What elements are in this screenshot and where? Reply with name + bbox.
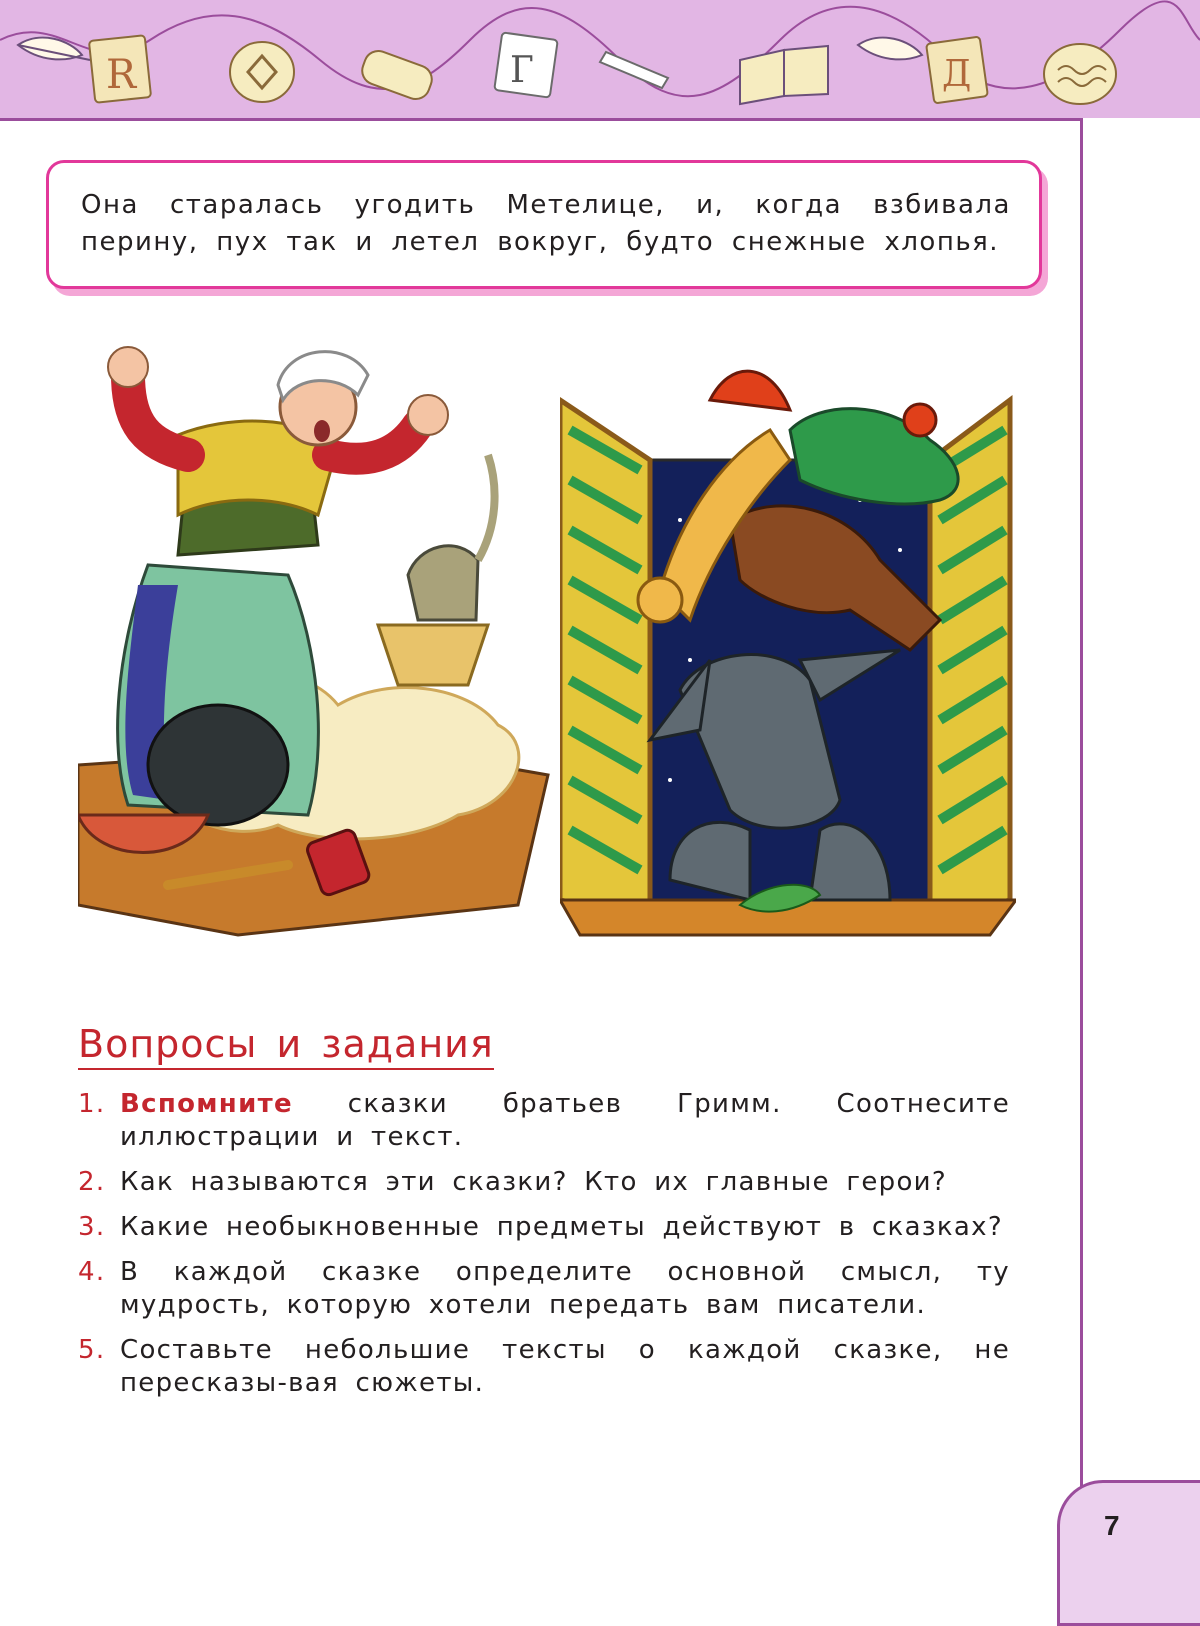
rhombus-card-icon (230, 42, 294, 102)
task-text: В каждой сказке определите основной смысл, ту мудрость, которую хотели передать вам писатели. (120, 1257, 1010, 1320)
open-book-icon (740, 46, 828, 104)
task-number: 2. (78, 1167, 106, 1197)
task-text: Как называются эти сказки? Кто их главные герои? (120, 1167, 947, 1197)
scroll-icon (358, 47, 435, 103)
header-band (0, 0, 1200, 121)
letter-g-card-icon (494, 32, 558, 97)
task-text: Какие необыкновенные предметы действуют в сказках? (120, 1212, 1003, 1242)
right-margin (1083, 118, 1200, 1604)
section-title: Вопросы и задания (78, 1022, 494, 1070)
letter-r-card-icon (89, 35, 151, 103)
letter-d-card-icon (926, 37, 988, 104)
task-number: 1. (78, 1089, 106, 1119)
page-number: 7 (1104, 1510, 1120, 1541)
task-number: 5. (78, 1335, 106, 1365)
task-number: 4. (78, 1257, 106, 1287)
svg-text:R: R (106, 52, 137, 98)
pencil-icon (600, 52, 668, 88)
quote-text: Она старалась угодить Метелице, и, когда взбивала перину, пух так и летел вокруг, будто снежные хлопья. (81, 190, 1011, 257)
task-text: Составьте небольшие тексты о каждой сказке, не пересказы-вая сюжеты. (120, 1335, 1010, 1398)
task-item-4 (78, 1256, 1010, 1322)
svg-text:Д: Д (942, 54, 972, 95)
quote-box (46, 160, 1042, 289)
task-list (78, 1088, 1010, 1412)
wave-card-icon (1044, 44, 1116, 104)
margin-rule (1080, 118, 1083, 1604)
feather-icon (858, 38, 922, 60)
task-emphasis: Вспомните (120, 1089, 293, 1119)
task-item-1 (78, 1088, 1010, 1154)
svg-text:Г: Г (510, 50, 534, 91)
task-item-2 (78, 1166, 1010, 1199)
task-item-3 (78, 1211, 1010, 1244)
page-number-tab (1057, 1480, 1200, 1626)
mother-holle-illustration (78, 345, 558, 965)
feather-icon (18, 38, 90, 60)
task-text: сказки братьев Гримм. Соотнесите иллюстрации и текст. (120, 1089, 1010, 1152)
task-item-5 (78, 1334, 1010, 1400)
task-number: 3. (78, 1212, 106, 1242)
header-decor (0, 0, 1200, 118)
bremen-musicians-illustration (560, 360, 1016, 960)
